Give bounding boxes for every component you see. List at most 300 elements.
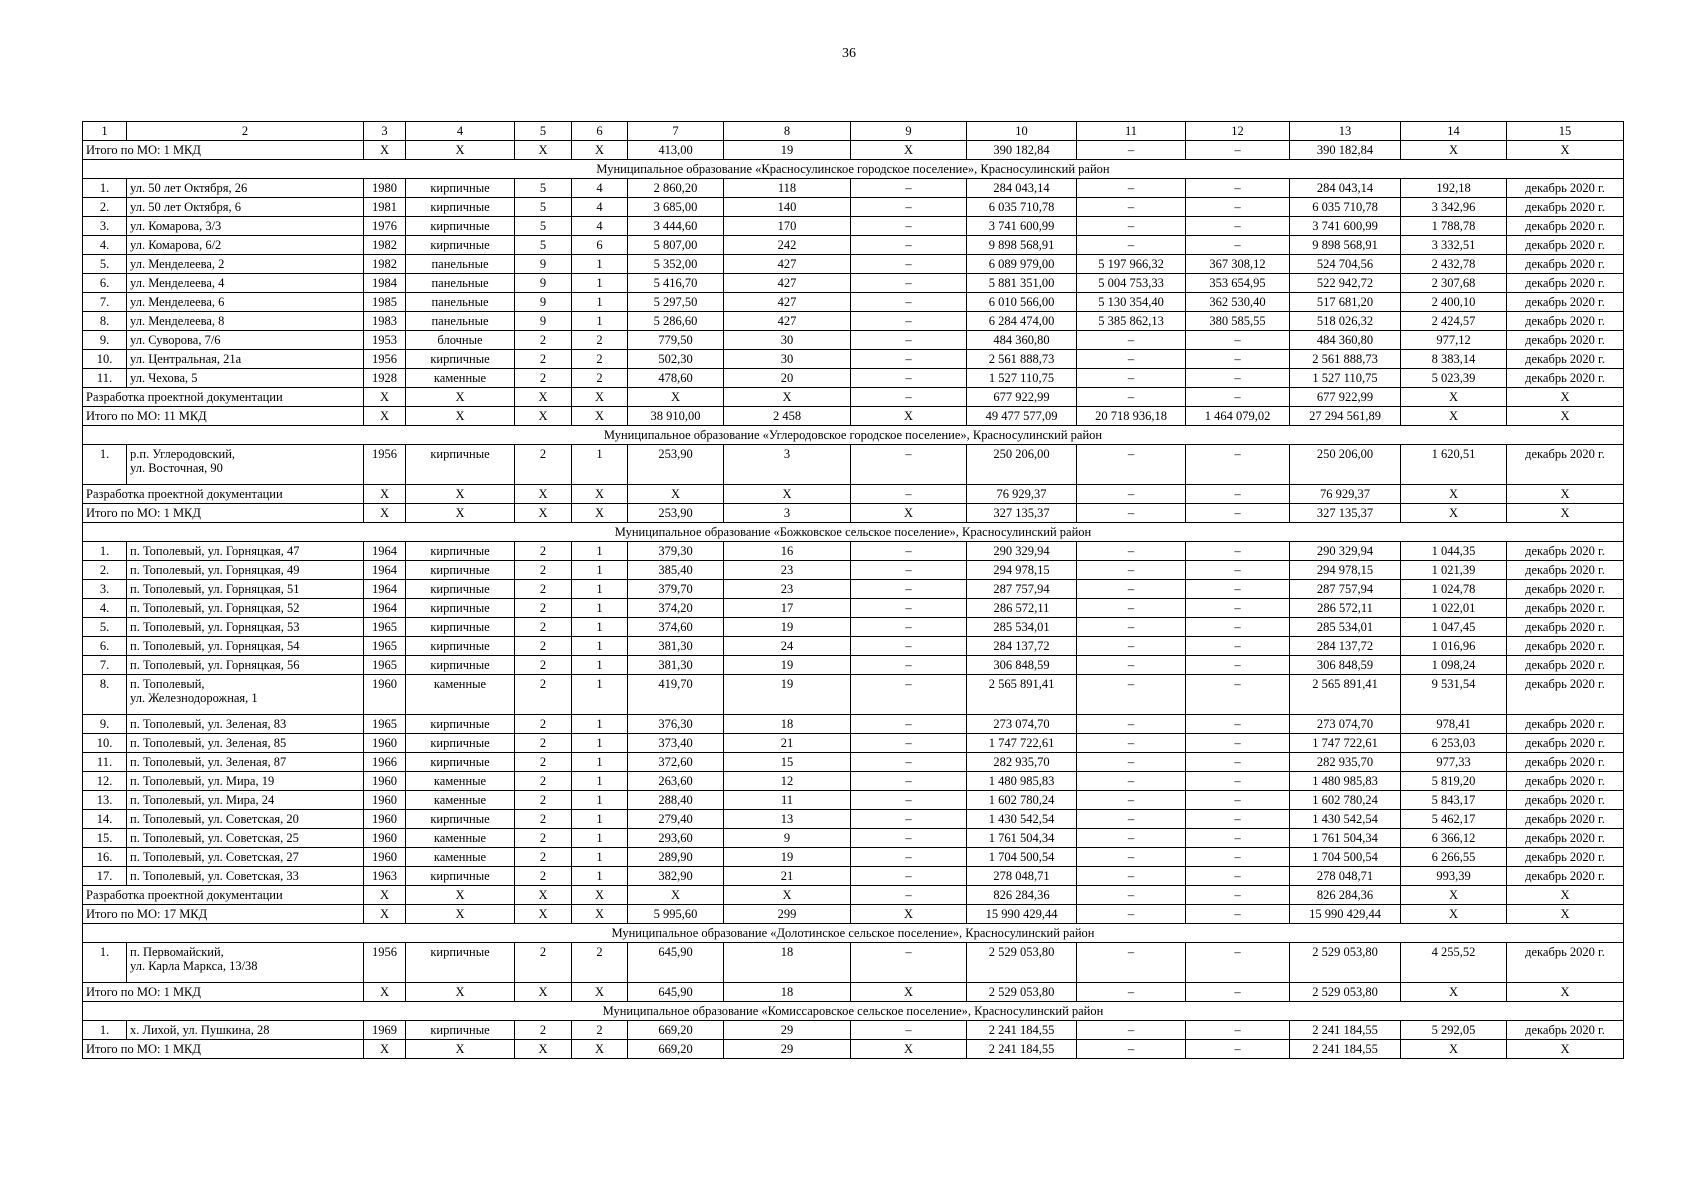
table-cell: 427 [724,255,851,274]
table-cell: – [851,179,967,198]
table-cell: 284 137,72 [1290,637,1401,656]
table-cell: 2 241 184,55 [967,1040,1077,1059]
table-cell: 517 681,20 [1290,293,1401,312]
table-cell: – [851,580,967,599]
table-cell: декабрь 2020 г. [1507,772,1624,791]
table-cell: X [1507,886,1624,905]
table-cell: X [515,407,572,426]
table-cell: X [572,388,628,407]
table-cell: 6 010 566,00 [967,293,1077,312]
table-cell: – [1077,198,1186,217]
total-row [83,141,1624,160]
table-cell: 279,40 [628,810,724,829]
table-cell: 290 329,94 [1290,542,1401,561]
table-cell: – [1077,905,1186,924]
table-cell: – [1077,829,1186,848]
table-row [83,829,1624,848]
table-cell: 2 [572,1021,628,1040]
table-cell: – [1186,580,1290,599]
table-cell: X [515,983,572,1002]
table-cell: X [851,504,967,523]
table-cell: 1 [572,848,628,867]
table-cell: 2 [572,369,628,388]
table-cell: – [1186,179,1290,198]
table-cell: X [572,504,628,523]
table-cell: 5 286,60 [628,312,724,331]
table-cell: 286 572,11 [967,599,1077,618]
table-cell: – [851,637,967,656]
table-cell: 478,60 [628,369,724,388]
table-cell: X [1401,485,1507,504]
table-cell: X [572,141,628,160]
table-cell: 524 704,56 [1290,255,1401,274]
table-cell: 2 565 891,41 [967,675,1077,715]
table-cell: 2 424,57 [1401,312,1507,331]
address-cell: ул. Комарова, 6/2 [127,236,364,255]
table-cell: 3 [724,504,851,523]
table-row [83,715,1624,734]
table-cell: – [851,312,967,331]
table-cell: 390 182,84 [1290,141,1401,160]
table-row [83,561,1624,580]
row-number: 1. [83,1021,127,1040]
table-cell: каменные [406,675,515,715]
table-cell: X [572,407,628,426]
row-number: 17. [83,867,127,886]
table-cell: 18 [724,983,851,1002]
table-cell: каменные [406,829,515,848]
table-cell: 484 360,80 [1290,331,1401,350]
table-row [83,810,1624,829]
row-number: 5. [83,255,127,274]
section-title: Муниципальное образование «Божковское сельское поселение», Красносулинский район [83,523,1624,542]
row-number: 11. [83,369,127,388]
table-cell: 1 430 542,54 [1290,810,1401,829]
table-cell: 826 284,36 [1290,886,1401,905]
row-number: 14. [83,810,127,829]
table-cell: 380 585,55 [1186,312,1290,331]
section-header-row [83,924,1624,943]
section-title: Муниципальное образование «Комиссаровское сельское поселение», Красносулинский район [83,1002,1624,1021]
page-number: 36 [842,46,856,61]
table-cell: 2 241 184,55 [1290,1021,1401,1040]
table-cell: 5 023,39 [1401,369,1507,388]
table-cell: 5 292,05 [1401,1021,1507,1040]
table-cell: 3 741 600,99 [1290,217,1401,236]
table-cell: 5 [515,198,572,217]
table-cell: X [1401,983,1507,1002]
table-cell: 1 [572,867,628,886]
table-cell: – [851,542,967,561]
table-cell: 1984 [364,274,406,293]
table-cell: 284 043,14 [1290,179,1401,198]
table-cell: 4 [572,179,628,198]
table-cell: 282 935,70 [1290,753,1401,772]
table-cell: – [1077,542,1186,561]
table-cell: – [1077,179,1186,198]
table-cell: – [851,198,967,217]
table-cell: 381,30 [628,637,724,656]
table-cell: 327 135,37 [1290,504,1401,523]
table-row [83,599,1624,618]
table-cell: 286 572,11 [1290,599,1401,618]
table-cell: 1 620,51 [1401,445,1507,485]
table-cell: 287 757,94 [967,580,1077,599]
table-cell: X [572,905,628,924]
table-cell: декабрь 2020 г. [1507,943,1624,983]
section-header-row [83,523,1624,542]
table-cell: – [1186,656,1290,675]
table-cell: 677 922,99 [967,388,1077,407]
address-cell: п. Тополевый, ул. Зеленая, 85 [127,734,364,753]
table-cell: 1 [572,618,628,637]
table-cell: 1960 [364,810,406,829]
address-cell: ул. Менделеева, 8 [127,312,364,331]
total-row [83,983,1624,1002]
table-cell: 2 [515,829,572,848]
table-cell: 3 685,00 [628,198,724,217]
table-cell: – [1077,848,1186,867]
table-cell: X [515,388,572,407]
table-cell: – [851,943,967,983]
table-cell: X [851,1040,967,1059]
table-cell: 1 [572,829,628,848]
table-cell: 118 [724,179,851,198]
table-cell: 376,30 [628,715,724,734]
total-label: Разработка проектной документации [83,886,364,905]
table-cell: 427 [724,293,851,312]
table-cell: 518 026,32 [1290,312,1401,331]
table-cell: 1964 [364,599,406,618]
table-cell: 4 [572,198,628,217]
table-cell: 5 416,70 [628,274,724,293]
row-number: 15. [83,829,127,848]
table-cell: 5 385 862,13 [1077,312,1186,331]
table-cell: 288,40 [628,791,724,810]
table-cell: 382,90 [628,867,724,886]
column-number-cell: 1 [83,122,127,141]
table-cell: X [572,1040,628,1059]
table-cell: кирпичные [406,943,515,983]
table-cell: кирпичные [406,618,515,637]
row-number: 3. [83,217,127,236]
table-cell: 1965 [364,637,406,656]
table-cell: – [1186,350,1290,369]
table-cell: декабрь 2020 г. [1507,542,1624,561]
table-cell: 21 [724,734,851,753]
table-cell: – [1186,1040,1290,1059]
table-cell: 3 741 600,99 [967,217,1077,236]
table-cell: 18 [724,715,851,734]
total-label: Итого по МО: 17 МКД [83,905,364,924]
table-row [83,867,1624,886]
table-cell: 1964 [364,561,406,580]
address-cell: п. Тополевый, ул. Горняцкая, 52 [127,599,364,618]
table-cell: X [1507,1040,1624,1059]
table-cell: кирпичные [406,198,515,217]
address-cell: ул. 50 лет Октября, 26 [127,179,364,198]
row-number: 6. [83,274,127,293]
table-cell: X [364,388,406,407]
table-row [83,542,1624,561]
table-cell: декабрь 2020 г. [1507,848,1624,867]
table-cell: 1 [572,255,628,274]
table-cell: каменные [406,848,515,867]
table-cell: 1 [572,637,628,656]
column-number-cell: 13 [1290,122,1401,141]
table-cell: декабрь 2020 г. [1507,580,1624,599]
table-cell: X [1507,141,1624,160]
total-label: Итого по МО: 1 МКД [83,983,364,1002]
row-number: 6. [83,637,127,656]
table-cell: 6 089 979,00 [967,255,1077,274]
table-cell: – [1077,580,1186,599]
table-cell: 826 284,36 [967,886,1077,905]
address-cell: п. Тополевый, ул. Советская, 25 [127,829,364,848]
table-cell: 278 048,71 [967,867,1077,886]
table-cell: 977,33 [1401,753,1507,772]
table-cell: 1 [572,580,628,599]
column-number-cell: 15 [1507,122,1624,141]
table-cell: 287 757,94 [1290,580,1401,599]
table-cell: 1 464 079,02 [1186,407,1290,426]
table-cell: 2 [515,810,572,829]
table-cell: 2 529 053,80 [967,943,1077,983]
table-cell: 484 360,80 [967,331,1077,350]
address-cell: р.п. Углеродовский, ул. Восточная, 90 [127,445,364,485]
row-number: 3. [83,580,127,599]
total-row [83,886,1624,905]
section-header-row [83,1002,1624,1021]
table-cell: – [1077,867,1186,886]
table-cell: – [1077,369,1186,388]
table-cell: X [1401,886,1507,905]
address-cell: ул. Менделеева, 6 [127,293,364,312]
table-cell: 2 [515,542,572,561]
table-cell: X [628,485,724,504]
table-cell: 1 [572,791,628,810]
table-cell: 1 [572,715,628,734]
table-cell: X [406,504,515,523]
table-cell: 19 [724,656,851,675]
table-cell: 2 [572,331,628,350]
table-cell: 353 654,95 [1186,274,1290,293]
table-cell: – [851,886,967,905]
table-row [83,331,1624,350]
table-row [83,369,1624,388]
table-cell: 677 922,99 [1290,388,1401,407]
table-cell: 6 253,03 [1401,734,1507,753]
table-cell: 1963 [364,867,406,886]
table-cell: 373,40 [628,734,724,753]
total-row [83,388,1624,407]
table-cell: 2 [515,753,572,772]
table-cell: кирпичные [406,753,515,772]
row-number: 11. [83,753,127,772]
table-cell: кирпичные [406,734,515,753]
table-cell: 23 [724,580,851,599]
table-cell: 1 [572,599,628,618]
table-cell: 362 530,40 [1186,293,1290,312]
table-cell: 1 [572,293,628,312]
table-cell: 170 [724,217,851,236]
row-number: 1. [83,943,127,983]
table-cell: 2 [515,734,572,753]
table-cell: 15 990 429,44 [1290,905,1401,924]
table-cell: 29 [724,1021,851,1040]
table-cell: 1 [572,542,628,561]
table-cell: декабрь 2020 г. [1507,599,1624,618]
table-cell: X [515,1040,572,1059]
table-cell: 30 [724,350,851,369]
row-number: 8. [83,675,127,715]
table-cell: X [628,886,724,905]
table-cell: – [1186,715,1290,734]
table-cell: декабрь 2020 г. [1507,867,1624,886]
table-cell: – [1186,886,1290,905]
table-cell: декабрь 2020 г. [1507,255,1624,274]
row-number: 4. [83,236,127,255]
table-cell: 278 048,71 [1290,867,1401,886]
table-cell: 8 383,14 [1401,350,1507,369]
table-row [83,580,1624,599]
table-cell: – [851,734,967,753]
table-cell: 2 [515,867,572,886]
table-cell: кирпичные [406,637,515,656]
total-row [83,485,1624,504]
table-cell: 779,50 [628,331,724,350]
table-cell: 1 021,39 [1401,561,1507,580]
table-cell: – [1077,1040,1186,1059]
table-cell: 1 430 542,54 [967,810,1077,829]
table-cell: 1960 [364,829,406,848]
table-cell: 1960 [364,791,406,810]
table-cell: 413,00 [628,141,724,160]
table-cell: 24 [724,637,851,656]
column-number-cell: 10 [967,122,1077,141]
table-cell: декабрь 2020 г. [1507,369,1624,388]
table-cell: 285 534,01 [967,618,1077,637]
table-cell: – [1186,485,1290,504]
table-cell: 5 [515,236,572,255]
row-number: 5. [83,618,127,637]
table-cell: X [1401,141,1507,160]
table-cell: – [1077,772,1186,791]
address-cell: ул. Чехова, 5 [127,369,364,388]
table-cell: 273 074,70 [1290,715,1401,734]
table-cell: – [1077,236,1186,255]
table-cell: X [724,388,851,407]
table-cell: 253,90 [628,445,724,485]
address-cell: п. Тополевый, ул. Советская, 20 [127,810,364,829]
table-cell: 2 561 888,73 [967,350,1077,369]
table-cell: 2 [515,580,572,599]
row-number: 2. [83,198,127,217]
table-cell: – [851,1021,967,1040]
table-cell: 427 [724,312,851,331]
table-cell: 1960 [364,675,406,715]
table-cell: 5 881 351,00 [967,274,1077,293]
table-cell: 1983 [364,312,406,331]
address-cell: п. Тополевый, ул. Советская, 33 [127,867,364,886]
table-cell: – [1077,504,1186,523]
table-cell: 140 [724,198,851,217]
table-cell: – [851,217,967,236]
table-cell: 1 [572,675,628,715]
table-cell: 2 529 053,80 [967,983,1077,1002]
row-number: 2. [83,561,127,580]
table-cell: 2 565 891,41 [1290,675,1401,715]
table-cell: кирпичные [406,350,515,369]
table-cell: – [1077,331,1186,350]
table-cell: 282 935,70 [967,753,1077,772]
table-cell: 1964 [364,542,406,561]
table-cell: декабрь 2020 г. [1507,236,1624,255]
column-number-cell: 3 [364,122,406,141]
table-cell: X [1401,905,1507,924]
table-cell: – [851,350,967,369]
table-cell: 1985 [364,293,406,312]
table-cell: 1966 [364,753,406,772]
table-cell: 1956 [364,943,406,983]
table-cell: 5 995,60 [628,905,724,924]
table-cell: – [1077,983,1186,1002]
table-cell: декабрь 2020 г. [1507,217,1624,236]
table-cell: 3 444,60 [628,217,724,236]
section-header-row [83,160,1624,179]
column-number-cell: 4 [406,122,515,141]
table-cell: X [515,485,572,504]
table-cell: 977,12 [1401,331,1507,350]
table-cell: X [1401,1040,1507,1059]
address-cell: п. Тополевый, ул. Зеленая, 83 [127,715,364,734]
table-cell: декабрь 2020 г. [1507,829,1624,848]
table-row [83,848,1624,867]
column-number-cell: 9 [851,122,967,141]
section-title: Муниципальное образование «Углеродовское городское поселение», Красносулинский район [83,426,1624,445]
table-cell: X [406,407,515,426]
table-cell: – [851,331,967,350]
row-number: 16. [83,848,127,867]
table-cell: – [1186,599,1290,618]
table-cell: 2 307,68 [1401,274,1507,293]
table-cell: 1 [572,445,628,485]
table-cell: кирпичные [406,580,515,599]
table-row [83,312,1624,331]
table-cell: 20 718 936,18 [1077,407,1186,426]
table-cell: X [724,886,851,905]
table-cell: X [406,886,515,905]
table-cell: 1 527 110,75 [1290,369,1401,388]
column-number-cell: 2 [127,122,364,141]
table-cell: 21 [724,867,851,886]
table-cell: декабрь 2020 г. [1507,331,1624,350]
address-cell: х. Лихой, ул. Пушкина, 28 [127,1021,364,1040]
table-cell: декабрь 2020 г. [1507,715,1624,734]
address-cell: п. Тополевый, ул. Горняцкая, 54 [127,637,364,656]
table-row [83,637,1624,656]
address-cell: п. Тополевый, ул. Горняцкая, 56 [127,656,364,675]
table-cell: – [851,675,967,715]
table-cell: декабрь 2020 г. [1507,179,1624,198]
table-cell: X [1507,504,1624,523]
table-cell: 2 400,10 [1401,293,1507,312]
table-cell: X [572,485,628,504]
table-cell: 6 366,12 [1401,829,1507,848]
table-cell: – [1186,943,1290,983]
table-cell: – [851,561,967,580]
table-cell: X [364,905,406,924]
